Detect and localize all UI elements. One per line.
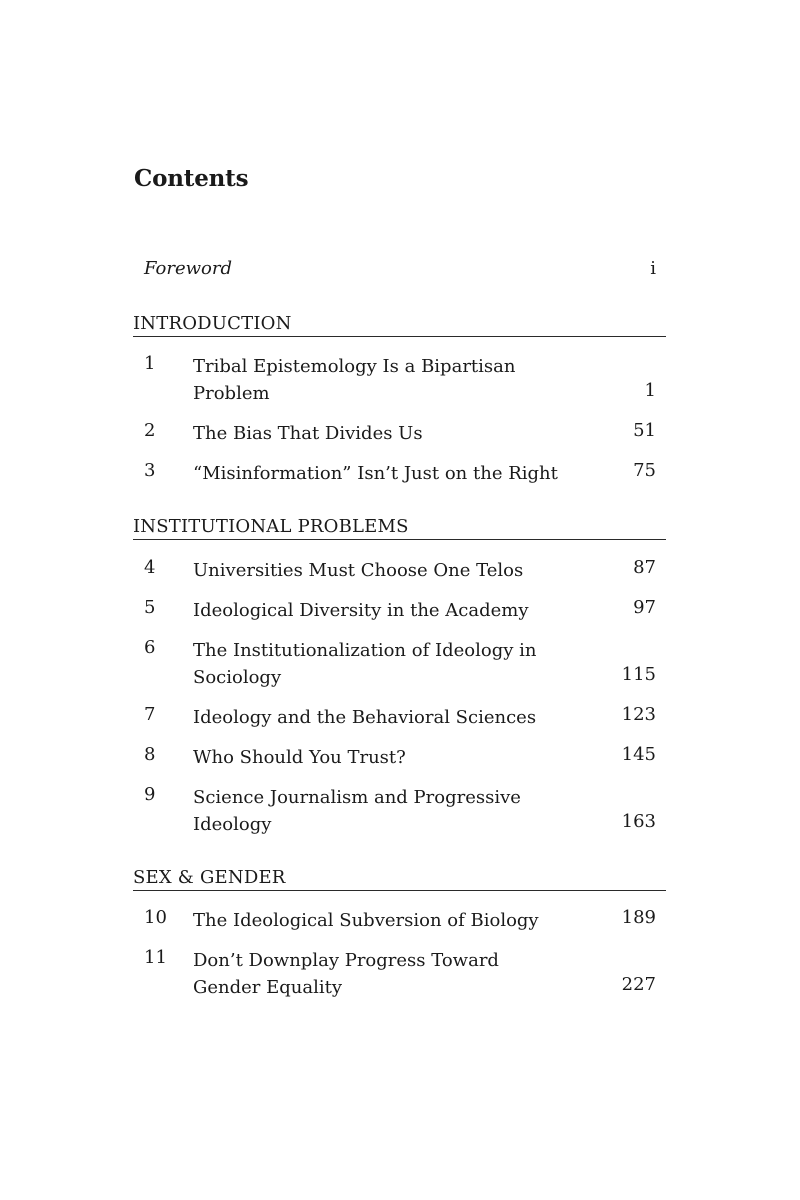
- chapter-title-line: Don’t Downplay Progress Toward: [193, 950, 499, 971]
- chapter-title-line: Tribal Epistemology Is a Bipartisan: [193, 356, 516, 377]
- chapter-title: [193, 460, 563, 487]
- chapter-title-line: Gender Equality: [193, 977, 343, 998]
- chapter-title-line: The Institutionalization of Ideology in: [193, 640, 537, 661]
- chapter-title-line: The Ideological Subversion of Biology: [193, 910, 539, 931]
- page-title: Contents: [134, 165, 249, 192]
- chapter-number: 3: [144, 460, 156, 481]
- chapter-title: [193, 353, 563, 407]
- chapter-title-line: Sociology: [193, 667, 282, 688]
- chapter-number: 1: [144, 353, 156, 374]
- chapter-title-line: Universities Must Choose One Telos: [193, 560, 524, 581]
- section-heading-sex-gender: SEX & GENDER: [133, 867, 666, 891]
- chapter-number: 8: [144, 744, 156, 765]
- chapter-title-line: Ideology and the Behavioral Sciences: [193, 707, 537, 728]
- chapter-number: 10: [144, 907, 167, 928]
- chapter-title: [193, 784, 563, 838]
- chapter-title: [193, 947, 563, 1001]
- chapter-title: [193, 704, 563, 731]
- foreword-page-number: i: [650, 258, 656, 279]
- page-number: 227: [621, 974, 656, 995]
- page-number: 115: [621, 664, 656, 685]
- chapter-number: 9: [144, 784, 156, 805]
- page-number: 163: [621, 811, 656, 832]
- chapter-title-line: Ideology: [193, 814, 272, 835]
- page-number: 145: [621, 744, 656, 765]
- page-number: 51: [633, 420, 656, 441]
- chapter-title: [193, 557, 563, 584]
- page-number: 123: [621, 704, 656, 725]
- chapter-title-line: The Bias That Divides Us: [193, 423, 423, 444]
- chapter-title: [193, 744, 563, 771]
- chapter-title-line: Who Should You Trust?: [193, 747, 406, 768]
- chapter-title: [193, 420, 563, 447]
- chapter-title-line: Ideological Diversity in the Academy: [193, 600, 529, 621]
- toc-foreword-row: [144, 258, 656, 284]
- foreword-label: Foreword: [144, 258, 232, 279]
- section-heading-institutional-problems: INSTITUTIONAL PROBLEMS: [133, 516, 666, 540]
- page-number: 97: [633, 597, 656, 618]
- chapter-title-line: Problem: [193, 383, 270, 404]
- page-number: 87: [633, 557, 656, 578]
- chapter-title: [193, 637, 563, 691]
- chapter-title-line: Science Journalism and Progressive: [193, 787, 521, 808]
- page-number: 75: [633, 460, 656, 481]
- chapter-number: 11: [144, 947, 167, 968]
- chapter-number: 2: [144, 420, 156, 441]
- chapter-number: 6: [144, 637, 156, 658]
- chapter-title: [193, 597, 563, 624]
- section-heading-introduction: INTRODUCTION: [133, 313, 666, 337]
- chapter-number: 7: [144, 704, 156, 725]
- chapter-number: 4: [144, 557, 156, 578]
- page-number: 1: [644, 380, 656, 401]
- chapter-number: 5: [144, 597, 156, 618]
- chapter-title: [193, 907, 563, 934]
- chapter-title-line: “Misinformation” Isn’t Just on the Right: [193, 463, 558, 484]
- page-number: 189: [621, 907, 656, 928]
